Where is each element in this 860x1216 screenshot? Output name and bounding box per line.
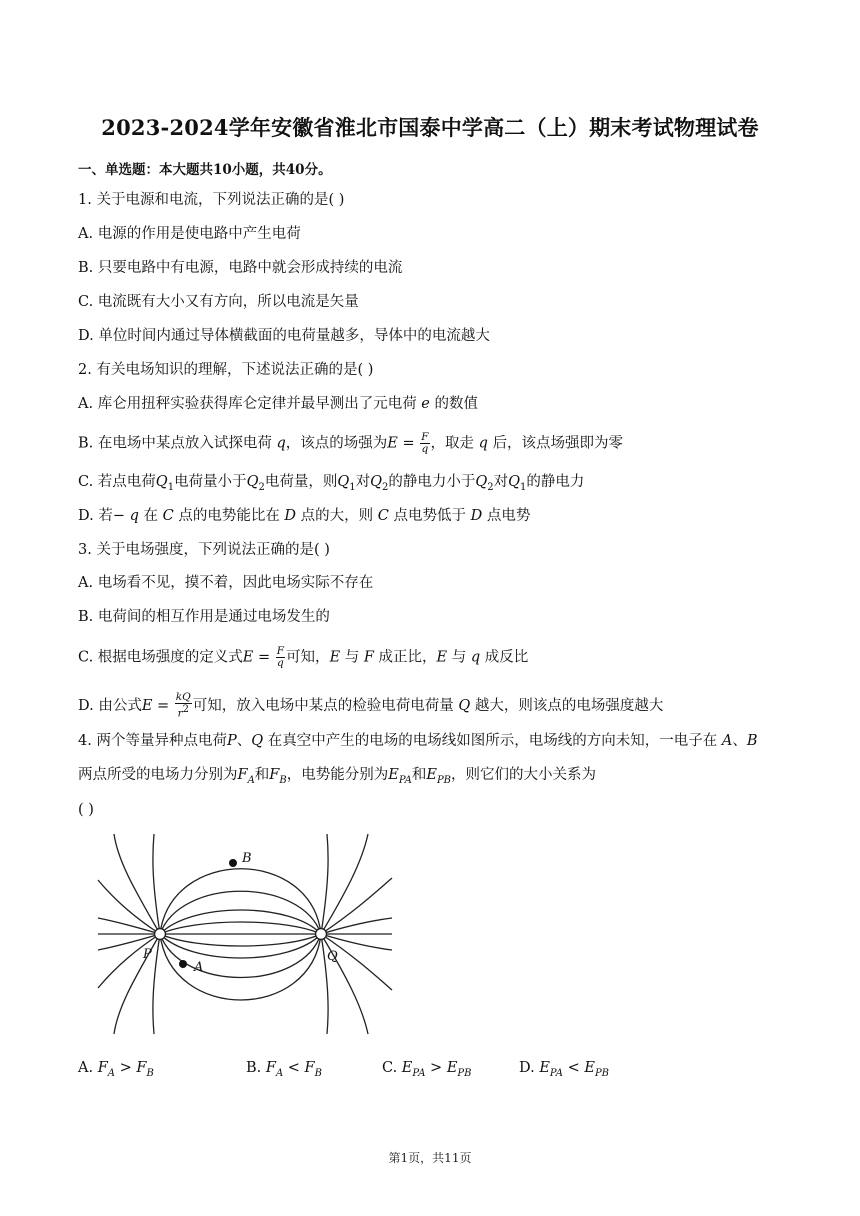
charge-p bbox=[155, 929, 166, 940]
field-line-q-out-2 bbox=[321, 878, 392, 934]
q3-option-d: D. 由公式E = $\frac{kQ}{r^2}$ 可知，放入电场中某点的检验电荷电荷量 Q 越大，则该点的电场强度越大 bbox=[78, 691, 664, 720]
field-line-p-out-8 bbox=[153, 934, 160, 1034]
point-a bbox=[179, 960, 187, 968]
q2-option-a: A. 库仑用扭秤实验获得库仑定律并最早测出了元电荷 e 的数值 bbox=[78, 396, 479, 412]
q3-option-c: C. 根据电场强度的定义式E = $\frac{F}{q}$ 可知，E 与 F 成正比，E 与 q 成反比 bbox=[78, 645, 529, 669]
exam-title: 2023-2024学年安徽省淮北市国泰中学高二（上）期末考试物理试卷 bbox=[101, 115, 759, 140]
q1-option-d: D. 单位时间内通过导体横截面的电荷量越多，导体中的电流越大 bbox=[78, 328, 490, 344]
q4-stem-line2: 两点所受的电场力分别为$F_A$和$F_B$，电势能分别为$E_{PA}$和$E_{PB}$，则它们的大小关系为 bbox=[78, 767, 597, 786]
q4-option-b: B. $F_A < F_B$ bbox=[246, 1060, 322, 1079]
q1-stem: 1. 关于电源和电流，下列说法正确的是( ) bbox=[78, 192, 345, 208]
q4-option-a: A. $F_A > F_B$ bbox=[78, 1060, 154, 1079]
q1-option-a: A. 电源的作用是使电路中产生电荷 bbox=[78, 226, 301, 242]
q4-stem-line3: ( ) bbox=[78, 802, 94, 818]
label-a: A bbox=[194, 960, 204, 975]
q4-option-d: D. $E_{PA} < E_{PB}$ bbox=[519, 1060, 610, 1079]
field-line-upper-1 bbox=[160, 922, 321, 934]
q1-option-c: C. 电流既有大小又有方向，所以电流是矢量 bbox=[78, 294, 359, 310]
q3-stem: 3. 关于电场强度，下列说法正确的是( ) bbox=[78, 542, 330, 558]
field-line-lower-1 bbox=[160, 934, 321, 946]
label-p: P bbox=[143, 947, 152, 962]
label-b: B bbox=[242, 851, 252, 866]
electric-field-figure bbox=[96, 832, 396, 1036]
section-heading: 一、单选题：本大题共10小题，共40分。 bbox=[78, 162, 332, 178]
field-line-q-out-7 bbox=[321, 834, 328, 934]
charge-q bbox=[316, 929, 327, 940]
q1-option-b: B. 只要电路中有电源，电路中就会形成持续的电流 bbox=[78, 260, 403, 276]
page-footer: 第1页，共11页 bbox=[388, 1151, 472, 1165]
q3-option-a: A. 电场看不见，摸不着，因此电场实际不存在 bbox=[78, 575, 374, 591]
q2-option-b: B. 在电场中某点放入试探电荷 q，该点的场强为E = $\frac{F}{q}$ ，取走 q 后，该点场强即为零 bbox=[78, 431, 624, 455]
field-line-p-out-7 bbox=[153, 834, 160, 934]
q2-option-d: D. 若− q 在 C 点的电势能比在 D 点的大，则 C 点电势低于 D 点电势 bbox=[78, 508, 531, 524]
q3-option-b: B. 电荷间的相互作用是通过电场发生的 bbox=[78, 609, 330, 625]
field-line-upper-3 bbox=[160, 891, 321, 934]
q4-option-c: C. $E_{PA} > E_{PB}$ bbox=[382, 1060, 472, 1079]
q2-stem: 2. 有关电场知识的理解，下述说法正确的是( ) bbox=[78, 362, 374, 378]
label-q: Q bbox=[327, 949, 338, 964]
q2-option-c: C. 若点电荷$Q_1$电荷量小于$Q_2$电荷量，则$Q_1$对$Q_2$的静电力小于$Q_2$对$Q_1$的静电力 bbox=[78, 474, 585, 493]
q4-stem-line1: 4. 两个等量异种点电荷P、Q 在真空中产生的电场的电场线如图所示，电场线的方向未知，一电子在 A、B bbox=[78, 733, 758, 749]
field-line-upper-4 bbox=[160, 869, 321, 934]
field-line-p-out-3 bbox=[98, 918, 160, 934]
point-b bbox=[229, 859, 237, 867]
